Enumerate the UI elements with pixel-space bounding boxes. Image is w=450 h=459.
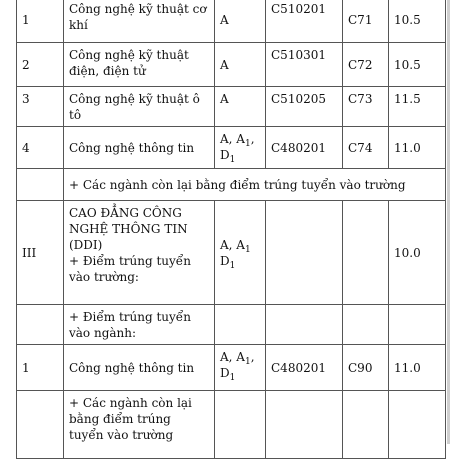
major-name: Công nghệ kỹ thuật ô tô <box>64 87 215 127</box>
exam-block: A, $A_1$, $D_1$ <box>215 345 266 391</box>
score: 11.0 <box>389 127 446 169</box>
section-row <box>17 201 446 305</box>
major-code: C480201 <box>266 345 343 391</box>
section-name: CAO ĐẲNG CÔNG NGHỆ THÔNG TIN (DDI) <box>69 206 188 252</box>
table-row <box>17 0 446 43</box>
score: 11.0 <box>389 345 446 391</box>
score: 10.5 <box>389 0 446 43</box>
empty-cell <box>266 305 343 345</box>
row-number: 4 <box>17 127 64 169</box>
major-name: Công nghệ kỹ thuật cơ khí <box>64 0 215 43</box>
major-name: Công nghệ thông tin <box>64 345 215 391</box>
major-name: Công nghệ kỹ thuật điện, điện tử <box>64 43 215 87</box>
empty-cell <box>17 169 64 201</box>
major-code: C510205 <box>266 87 343 127</box>
empty-cell <box>215 305 266 345</box>
exam-block: A <box>215 43 266 87</box>
sub-code: C71 <box>343 0 389 43</box>
empty-cell <box>343 305 389 345</box>
row-number: 1 <box>17 345 64 391</box>
table-row <box>17 43 446 87</box>
exam-block: A <box>215 87 266 127</box>
empty-cell <box>266 201 343 305</box>
table-row <box>17 127 446 169</box>
exam-block: A, $A_1$ $D_1$ <box>215 201 266 305</box>
table-row <box>17 391 446 459</box>
empty-cell <box>343 391 389 459</box>
score: 10.5 <box>389 43 446 87</box>
empty-cell <box>17 305 64 345</box>
table-row <box>17 87 446 127</box>
sub-code: C73 <box>343 87 389 127</box>
note-cell: + Các ngành còn lại bằng điểm trúng tuyển vào trường <box>64 391 215 459</box>
table-row <box>17 305 446 345</box>
section-note: + Điểm trúng tuyển vào trường: <box>69 254 191 284</box>
row-number: 1 <box>17 0 64 43</box>
empty-cell <box>389 305 446 345</box>
major-code: C480201 <box>266 127 343 169</box>
row-number: 3 <box>17 87 64 127</box>
sub-code: C72 <box>343 43 389 87</box>
table-row <box>17 169 446 201</box>
major-code: C510201 <box>266 0 343 43</box>
empty-cell <box>215 391 266 459</box>
score: 11.5 <box>389 87 446 127</box>
score: 10.0 <box>389 201 446 305</box>
empty-cell <box>266 391 343 459</box>
empty-cell <box>17 391 64 459</box>
note-cell: + Điểm trúng tuyển vào ngành: <box>64 305 215 345</box>
sub-code: C90 <box>343 345 389 391</box>
empty-cell <box>343 201 389 305</box>
exam-block: A <box>215 0 266 43</box>
section-title <box>64 201 215 305</box>
exam-block: A, $A_1$, $D_1$ <box>215 127 266 169</box>
section-number: III <box>17 201 64 305</box>
sub-code: C74 <box>343 127 389 169</box>
table-row <box>17 345 446 391</box>
note-row: + Các ngành còn lại bằng điểm trúng tuyển vào trường <box>64 169 446 201</box>
row-number: 2 <box>17 43 64 87</box>
empty-cell <box>389 391 446 459</box>
major-code: C510301 <box>266 43 343 87</box>
major-name: Công nghệ thông tin <box>64 127 215 169</box>
admission-table <box>16 0 446 459</box>
